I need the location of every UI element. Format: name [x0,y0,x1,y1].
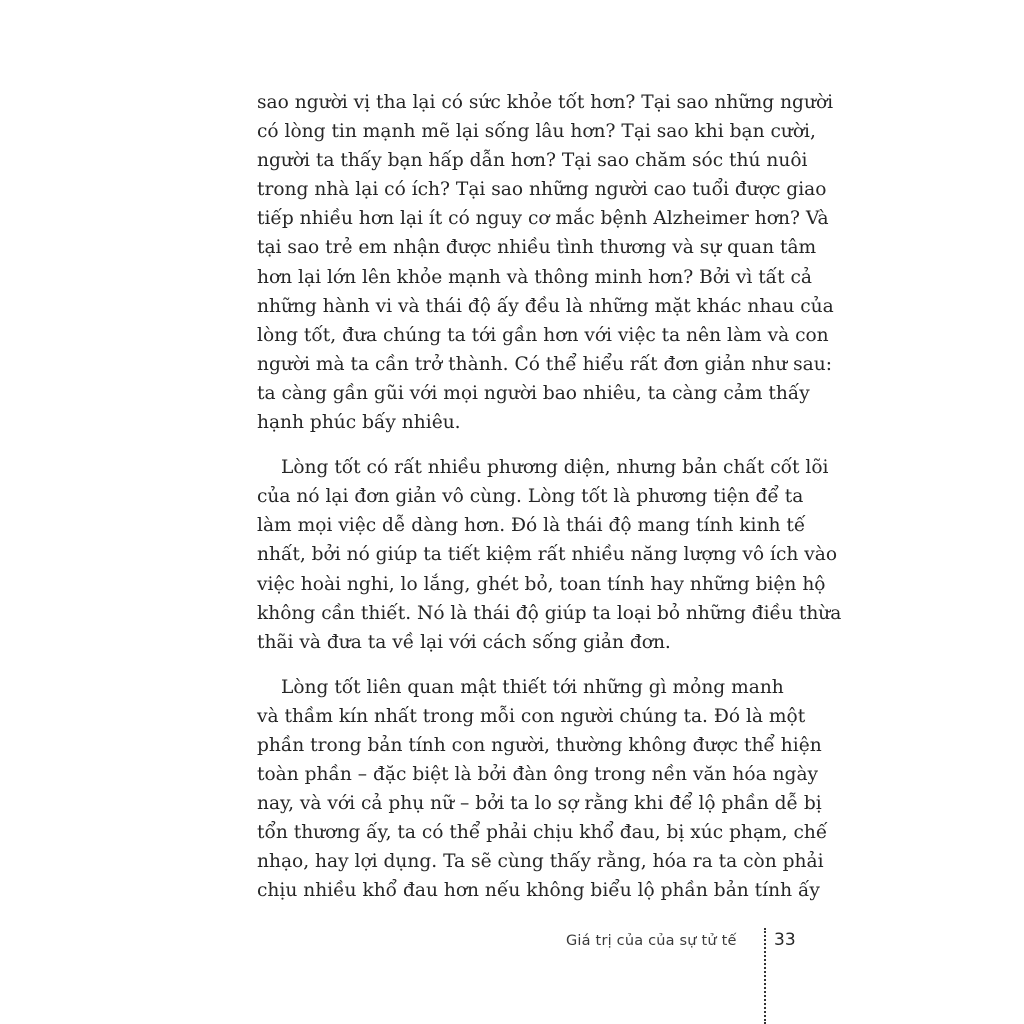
text-line: việc hoài nghi, lo lắng, ghét bỏ, toan tính hay những biện hộ [257,573,826,595]
paragraph [257,88,834,437]
text-line: không cần thiết. Nó là thái độ giúp ta loại bỏ những điều thừa [257,602,842,624]
paragraph-gap [257,657,767,673]
text-line: những hành vi và thái độ ấy đều là những mặt khác nhau của [257,295,834,317]
running-footer-title: Giá trị của của sự tử tế [566,933,737,949]
text-line: phần trong bản tính con người, thường không được thể hiện [257,734,822,756]
text-line: sao người vị tha lại có sức khỏe tốt hơn? Tại sao những người [257,92,834,113]
text-line: tiếp nhiều hơn lại ít có nguy cơ mắc bệnh Alzheimer hơn? Và [257,208,829,230]
text-line: tổn thương ấy, ta có thể phải chịu khổ đau, bị xúc phạm, chế [257,822,828,844]
text-line: thãi và đưa ta về lại với cách sống giản đơn. [257,631,671,653]
text-line: người ta thấy bạn hấp dẫn hơn? Tại sao chăm sóc thú nuôi [257,150,808,172]
footer-dotted-rule [764,928,766,1024]
text-line: hạnh phúc bấy nhiêu. [257,412,461,434]
text-line: lòng tốt, đưa chúng ta tới gần hơn với việc ta nên làm và con [257,324,829,346]
body-text [257,88,842,906]
paragraph [257,453,842,657]
text-line: tại sao trẻ em nhận được nhiều tình thương và sự quan tâm [257,237,817,259]
text-line: người mà ta cần trở thành. Có thể hiểu rất đơn giản như sau: [257,353,833,375]
text-line: trong nhà lại có ích? Tại sao những người cao tuổi được giao [257,179,827,201]
text-line: toàn phần – đặc biệt là bởi đàn ông trong nền văn hóa ngày [257,764,819,786]
paragraph-gap [257,437,767,453]
text-line: làm mọi việc dễ dàng hơn. Đó là thái độ mang tính kinh tế [257,515,806,537]
text-line: nhạo, hay lợi dụng. Ta sẽ cùng thấy rằng, hóa ra ta còn phải [257,851,824,873]
text-line: Lòng tốt liên quan mật thiết tới những gì mỏng manh [281,676,784,698]
text-line: của nó lại đơn giản vô cùng. Lòng tốt là phương tiện để ta [257,486,804,508]
text-line: hơn lại lớn lên khỏe mạnh và thông minh hơn? Bởi vì tất cả [257,266,812,288]
text-line: ta càng gần gũi với mọi người bao nhiêu, ta càng cảm thấy [257,382,810,404]
page-number: 33 [774,930,796,950]
text-line: Lòng tốt có rất nhiều phương diện, nhưng bản chất cốt lõi [281,457,829,479]
paragraph [257,673,828,906]
text-line: chịu nhiều khổ đau hơn nếu không biểu lộ phần bản tính ấy [257,880,820,902]
text-line: và thầm kín nhất trong mỗi con người chúng ta. Đó là một [257,705,806,727]
text-line: có lòng tin mạnh mẽ lại sống lâu hơn? Tại sao khi bạn cười, [257,121,816,143]
text-line: nhất, bởi nó giúp ta tiết kiệm rất nhiều năng lượng vô ích vào [257,544,838,566]
page-footer [540,929,800,959]
text-line: nay, và với cả phụ nữ – bởi ta lo sợ rằng khi để lộ phần dễ bị [257,793,822,815]
